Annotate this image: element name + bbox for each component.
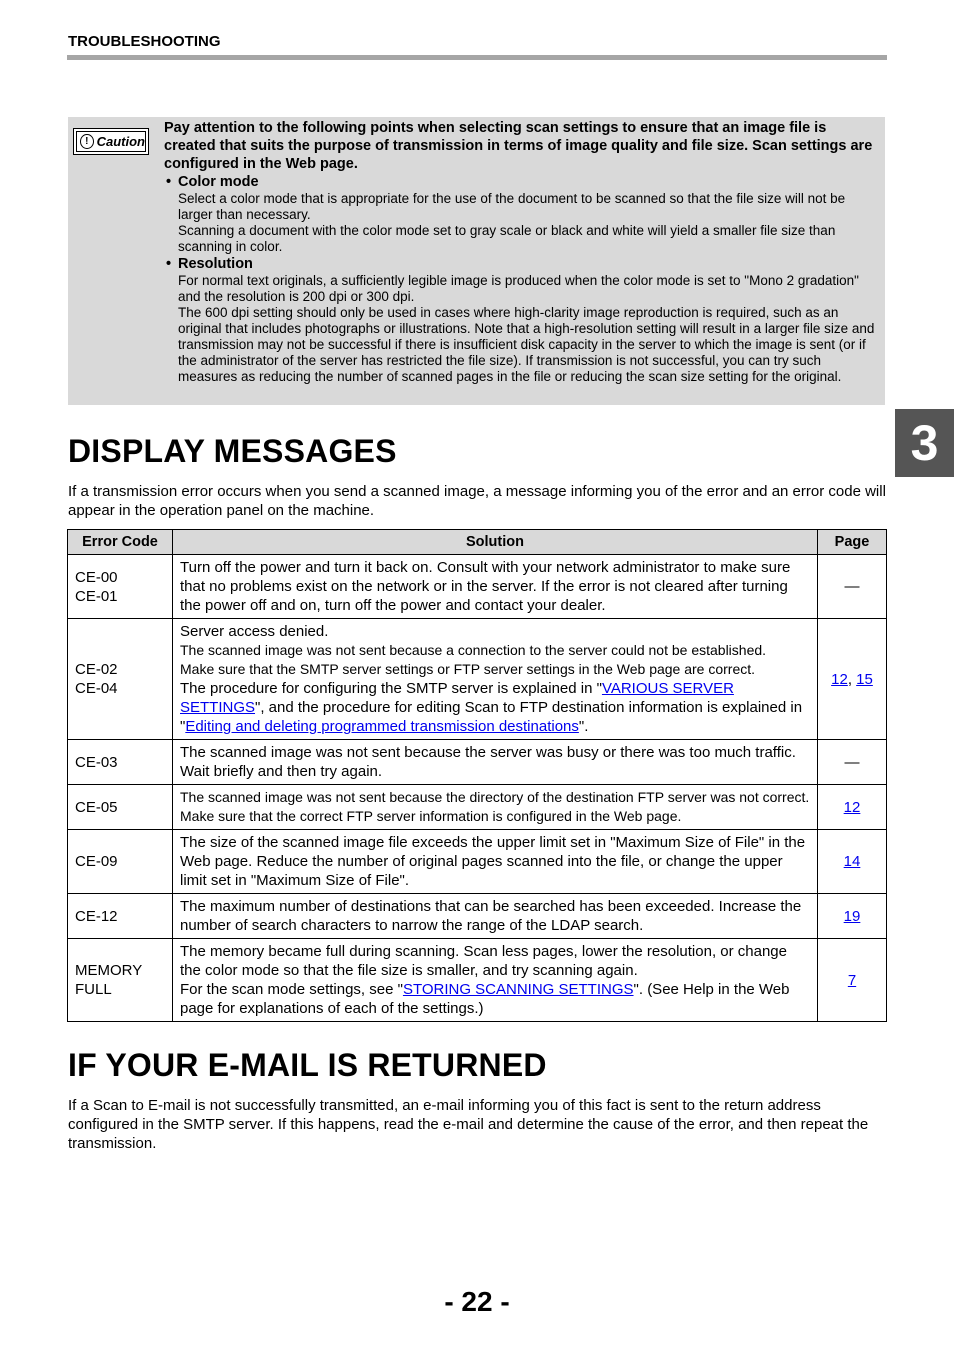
header-solution: Solution (173, 530, 818, 555)
error-code-table (67, 529, 887, 1022)
color-mode-title: • Color mode (164, 173, 876, 191)
solution-line (180, 980, 810, 1018)
solution-text: The procedure for configuring the SMTP server is explained in " (180, 680, 602, 697)
solution-cell: The size of the scanned image file exceeds the upper limit set in "Maximum Size of File" in the Web page. Reduce the number of original pages scanned into the file, or change the upper limit set in "Maximum Size of File". (173, 830, 818, 894)
table-row (68, 740, 887, 785)
solution-line: The memory became full during scanning. Scan less pages, lower the resolution, or change the color mode so that the file size is smaller, and try scanning again. (180, 943, 787, 979)
table-header-row (68, 530, 887, 555)
header-error-code: Error Code (68, 530, 173, 555)
caution-badge (73, 128, 149, 155)
chapter-tab[interactable]: 3 (895, 409, 954, 477)
solution-cell: The scanned image was not sent because the directory of the destination FTP server was not correct. Make sure that the correct FTP server information is configured in the Web page. (173, 785, 818, 830)
solution-cell: The scanned image was not sent because the server was busy or there was too much traffic. Wait briefly and then try again. (173, 740, 818, 785)
page-cell (818, 939, 887, 1022)
color-mode-text-1: Select a color mode that is appropriate for the use of the document to be scanned so that the file size will not be larger than necessary. (178, 191, 846, 222)
resolution-text-1: For normal text originals, a sufficiently legible image is produced when the color mode is set to "Mono 2 gradation" and the resolution is 200 dpi or 300 dpi. (178, 273, 859, 304)
header-page: Page (818, 530, 887, 555)
table-row (68, 619, 887, 740)
page-link[interactable]: 15 (856, 670, 873, 688)
error-code-cell: CE-05 (68, 785, 173, 830)
storing-scanning-settings-link[interactable]: STORING SCANNING SETTINGS (402, 981, 634, 998)
error-code-cell (68, 555, 173, 619)
error-code-cell: CE-09 (68, 830, 173, 894)
solution-text: ". (See Help in the Web page for explanations of each of the settings.) (180, 981, 790, 1017)
resolution-text-2: The 600 dpi setting should only be used in cases where high-clarity image reproduction is required, such as an original that includes photographs or illustrations. Note that a high-resolution setting will result in a larger file size and transmission may not be successful if there is insufficient disk capacity in the server to which the image is sent (or if the administrator of the server has restricted the file size). If transmission is not successful, you can try such measures as reducing the number of scanned pages in the file or reducing the scan size setting for the original. (178, 305, 875, 384)
color-mode-text-2: Scanning a document with the color mode set to gray scale or black and white will yield a smaller file size than scanning in color. (178, 223, 836, 254)
error-code: CE-04 (75, 680, 118, 697)
error-code-cell: CE-03 (68, 740, 173, 785)
header-rule (67, 55, 887, 60)
caution-text (164, 119, 876, 385)
display-messages-heading: DISPLAY MESSAGES (68, 433, 397, 469)
solution-cell: Turn off the power and turn it back on. Consult with your network administrator to make sure that no problems exist on the network or in the server. If the error is not cleared after turning the power off and on, turn off the power and contact your dealer. (173, 555, 818, 619)
error-code-cell (68, 619, 173, 740)
page-link[interactable]: 19 (843, 907, 861, 925)
solution-line: The scanned image was not sent because a connection to the server could not be established. (180, 642, 767, 658)
solution-line: Make sure that the SMTP server settings or FTP server settings in the Web page are correct. (180, 661, 756, 677)
table-row (68, 894, 887, 939)
email-returned-heading: IF YOUR E-MAIL IS RETURNED (68, 1047, 547, 1083)
error-code: CE-00 (75, 568, 118, 586)
resolution-title: • Resolution (164, 255, 876, 273)
error-code: CE-02 (75, 661, 118, 678)
page-cell (818, 785, 887, 830)
solution-cell (173, 939, 818, 1022)
error-code-cell (68, 939, 173, 1022)
error-code: MEMORY (75, 962, 143, 979)
solution-cell: The maximum number of destinations that can be searched has been exceeded. Increase the number of search characters to narrow the range of the LDAP search. (173, 894, 818, 939)
page-link[interactable]: 14 (843, 853, 861, 870)
error-code-cell: CE-12 (68, 894, 173, 939)
various-server-settings-link[interactable]: VARIOUS SERVER SETTINGS (180, 680, 734, 716)
caution-box (68, 117, 885, 405)
page-number: - 22 - (444, 1286, 510, 1317)
table-row (68, 939, 887, 1022)
page-cell: — (818, 740, 887, 785)
solution-cell (173, 619, 818, 740)
exclamation-icon: ! (80, 134, 94, 149)
table-row (68, 785, 887, 830)
caution-intro: Pay attention to the following points when selecting scan settings to ensure that an image file is created that suits the purpose of transmission in terms of image quality and file size. Scan settings are configured in the Web page. (164, 120, 873, 172)
solution-line: Server access denied. (180, 623, 329, 640)
solution-text: ", and the procedure for editing Scan to FTP destination information is explained in " (180, 699, 803, 735)
solution-text: ". (578, 718, 589, 735)
page-cell (818, 894, 887, 939)
caution-label: Caution (96, 134, 145, 149)
page-link[interactable]: 12 (843, 798, 861, 816)
running-header: TROUBLESHOOTING (68, 33, 221, 50)
editing-destinations-link[interactable]: Editing and deleting programmed transmission destinations (185, 718, 579, 735)
page-link[interactable]: 12 (831, 670, 848, 688)
error-code: CE-01 (75, 587, 118, 605)
page-cell (818, 830, 887, 894)
page-link[interactable]: 7 (847, 971, 857, 989)
solution-line (180, 679, 810, 736)
table-row (68, 830, 887, 894)
page-cell: — (818, 555, 887, 619)
page-separator: , (847, 670, 857, 688)
solution-text: For the scan mode settings, see " (180, 981, 403, 998)
email-returned-intro: If a Scan to E-mail is not successfully transmitted, an e-mail informing you of this fact is sent to the return address configured in the SMTP server. If this happens, read the e-mail and determine the cause of the error, and then repeat the transmission. (68, 1097, 869, 1152)
table-row (68, 555, 887, 619)
page-cell (818, 619, 887, 740)
error-code: FULL (75, 981, 112, 998)
display-messages-intro: If a transmission error occurs when you send a scanned image, a message informing you of the error and an error code will appear in the operation panel on the machine. (68, 483, 886, 519)
